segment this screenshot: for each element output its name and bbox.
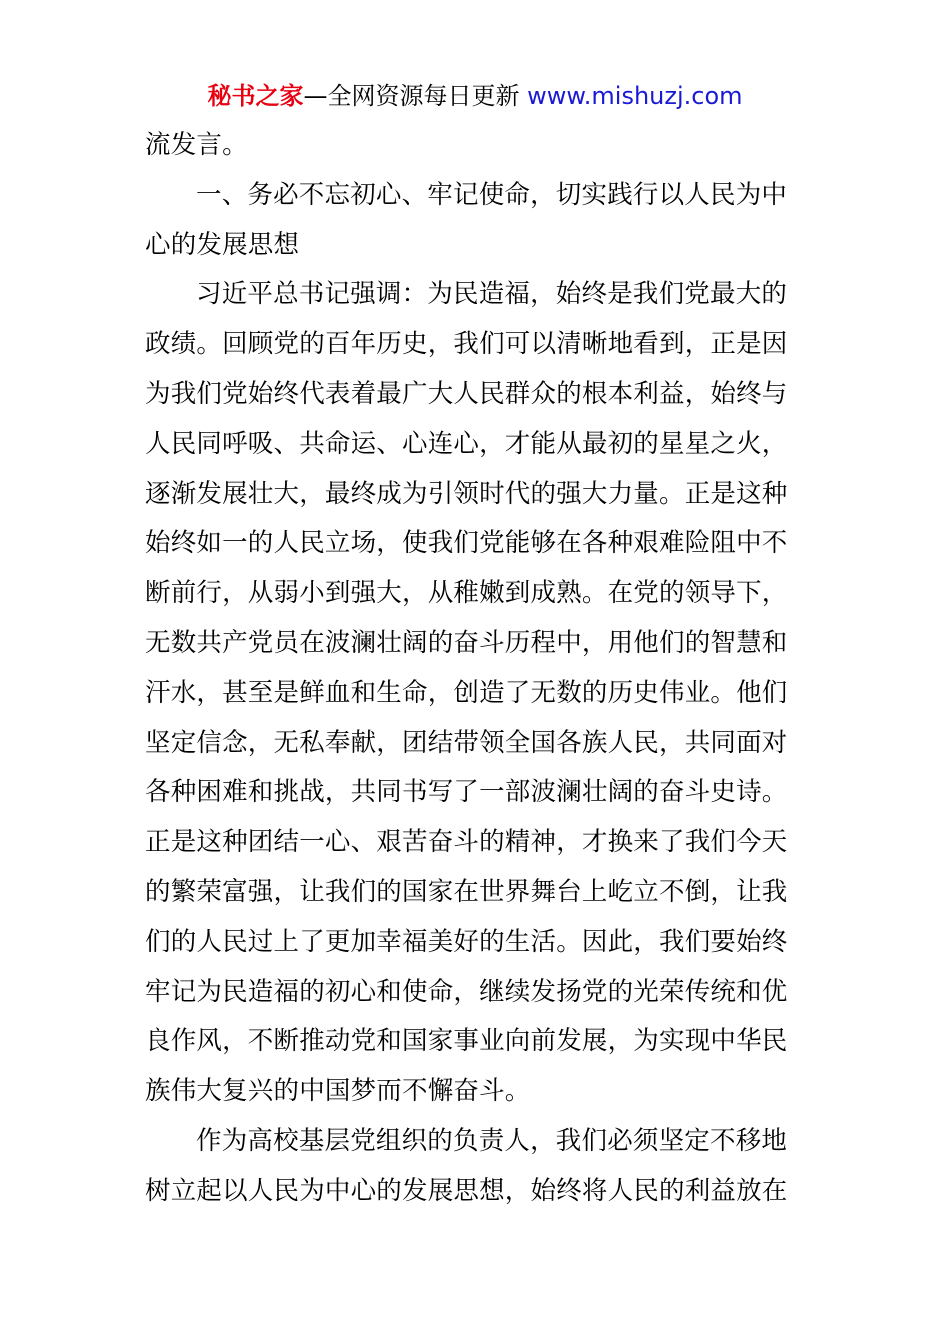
text-line: 断前行，从弱小到强大，从稚嫩到成熟。在党的领导下， xyxy=(145,578,788,609)
text-line: 良作风，不断推动党和国家事业向前发展，为实现中华民 xyxy=(145,1026,788,1057)
text-line: 始终如一的人民立场，使我们党能够在各种艰难险阻中不 xyxy=(145,528,788,559)
text-line: 无数共产党员在波澜壮阔的奋斗历程中，用他们的智慧和 xyxy=(145,627,788,658)
text-line: 各种困难和挑战，共同书写了一部波澜壮阔的奋斗史诗。 xyxy=(145,777,788,808)
text-line: 族伟大复兴的中国梦而不懈奋斗。 xyxy=(145,1076,531,1107)
text-line: 逐渐发展壮大，最终成为引领时代的强大力量。正是这种 xyxy=(145,478,788,509)
text-line: 作为高校基层党组织的负责人，我们必须坚定不移地 xyxy=(196,1125,788,1156)
text-line: 人民同呼吸、共命运、心连心，才能从最初的星星之火， xyxy=(145,428,788,459)
text-line: 树立起以人民为中心的发展思想，始终将人民的利益放在 xyxy=(145,1175,788,1206)
text-line: 习近平总书记强调：为民造福，始终是我们党最大的 xyxy=(196,279,788,310)
text-line: 流发言。 xyxy=(145,130,248,160)
site-url-link[interactable]: www.mishuzj.com xyxy=(527,82,743,110)
text-line: 政绩。回顾党的百年历史，我们可以清晰地看到，正是因 xyxy=(145,329,788,360)
site-header xyxy=(0,80,950,112)
document-body xyxy=(145,121,807,1217)
site-slogan: —全网资源每日更新 xyxy=(303,82,528,110)
text-line: 们的人民过上了更加幸福美好的生活。因此，我们要始终 xyxy=(145,926,788,957)
text-line: 坚定信念，无私奉献，团结带领全国各族人民，共同面对 xyxy=(145,727,788,758)
section-heading-line: 心的发展思想 xyxy=(145,229,300,260)
text-line: 的繁荣富强，让我们的国家在世界舞台上屹立不倒，让我 xyxy=(145,876,788,907)
site-brand: 秘书之家 xyxy=(207,82,304,110)
text-line: 汗水，甚至是鲜血和生命，创造了无数的历史伟业。他们 xyxy=(145,677,788,708)
text-line: 为我们党始终代表着最广大人民群众的根本利益，始终与 xyxy=(145,378,788,409)
section-heading-line: 一、务必不忘初心、牢记使命，切实践行以人民为中 xyxy=(196,179,788,210)
text-line: 牢记为民造福的初心和使命，继续发扬党的光荣传统和优 xyxy=(145,976,788,1007)
text-line: 正是这种团结一心、艰苦奋斗的精神，才换来了我们今天 xyxy=(145,827,788,858)
